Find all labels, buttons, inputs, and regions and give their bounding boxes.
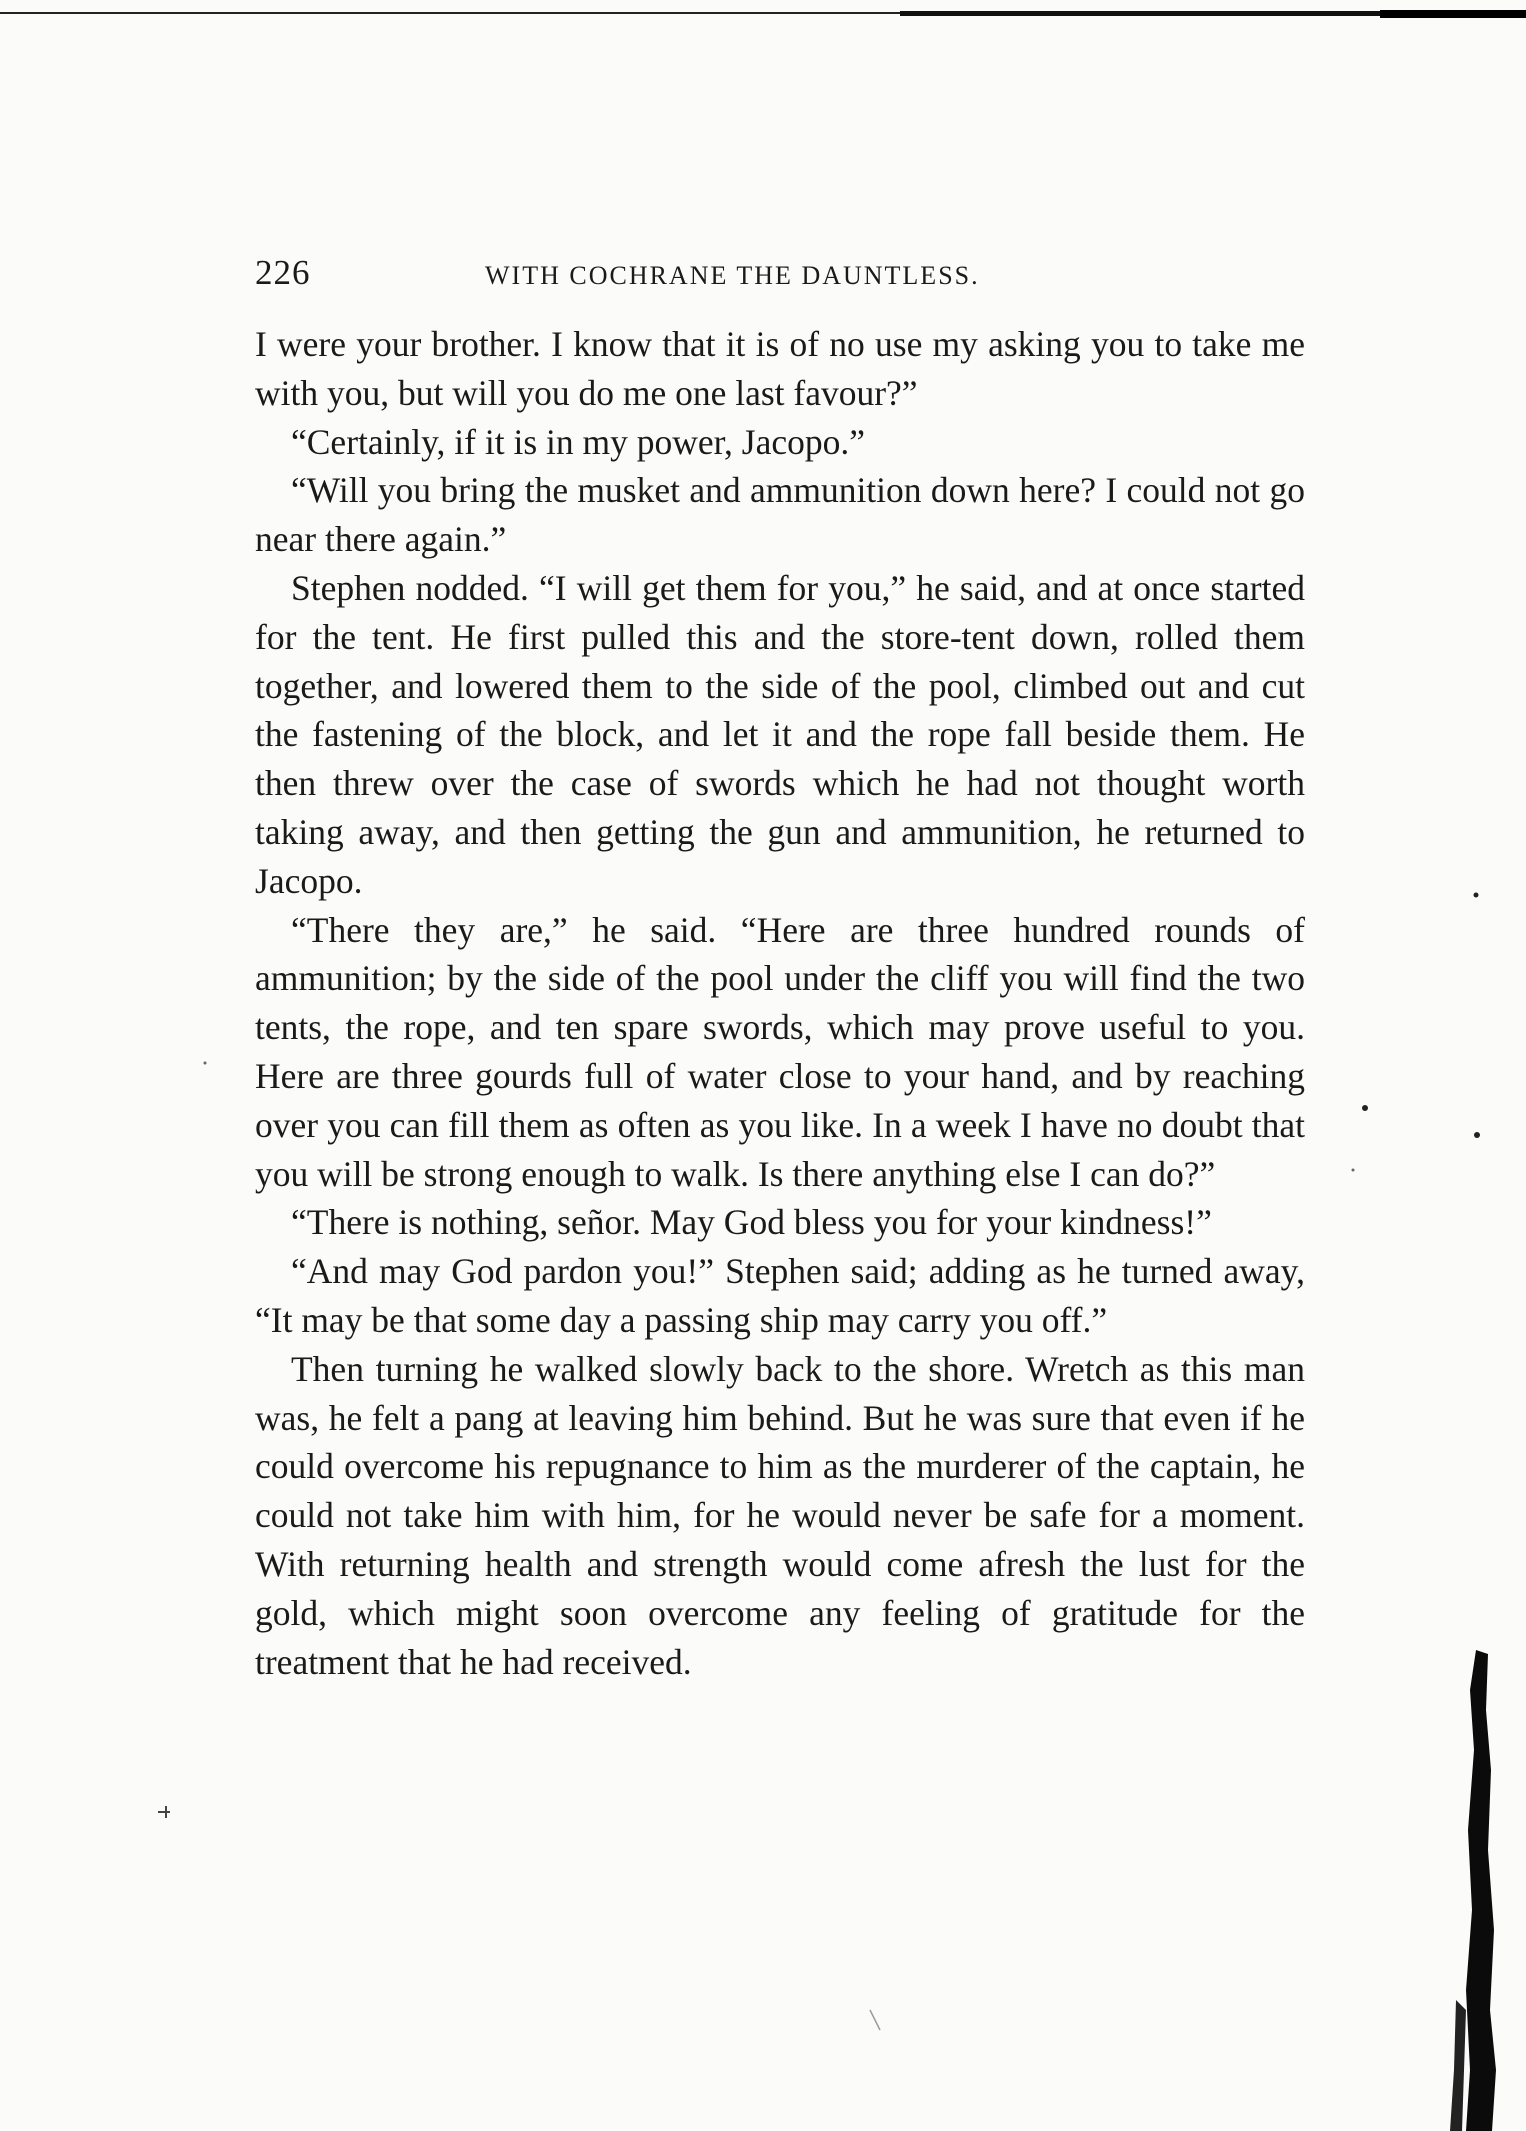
- paragraph: Then turning he walked slowly back to the shore. Wretch as this man was, he felt a pang at leaving him behind. But he was sure that even if he could overcome his repugnance to him as the murderer of the captain, he could not take him with him, for he would never be safe for a moment. With returning health and strength would come afresh the lust for the gold, which might soon overcome any feeling of gratitude for the treatment that he had received.: [255, 1348, 1305, 1682]
- binding-shadow: [1436, 1650, 1526, 2131]
- scan-top-edge: [0, 10, 1526, 18]
- running-title: WITH COCHRANE THE DAUNTLESS.: [485, 261, 980, 290]
- paragraph: “And may God pardon you!” Stephen said; adding as he turned away, “It may be that some day a passing ship may carry you off.”: [255, 1251, 1305, 1340]
- paragraph: I were your brother. I know that it is of no use my asking you to take me with you, but will you do me one last favour?”: [255, 324, 1305, 413]
- paragraph: “There they are,” he said. “Here are three hundred rounds of ammunition; by the side of the pool under the cliff you will find the two tents, the rope, and ten spare swords, which may prove useful to you. Here are three gourds full of water close to your hand, and by reaching over you can fill them as often as you like. In a week I have no doubt that you will be strong enough to walk. Is there anything else I can do?”: [255, 909, 1305, 1194]
- paragraph: “There is nothing, señor. May God bless you for your kindness!”: [291, 1202, 1212, 1243]
- running-header: [255, 253, 1325, 293]
- paragraph: “Will you bring the musket and ammunition down here? I could not go near there again.”: [255, 470, 1305, 560]
- paragraph: “Certainly, if it is in my power, Jacopo.”: [291, 421, 865, 462]
- paragraph: Stephen nodded. “I will get them for you,” he said, and at once started for the tent. He first pulled this and the store-tent down, rolled them together, and lowered them to the side of the pool, climbed out and cut the fastening of the block, and let it and the rope fall beside them. He then threw over the case of swords which he had not thought worth taking away, and then getting the gun and ammunition, he returned to Jacopo.: [255, 567, 1305, 901]
- page-number: 226: [255, 253, 311, 292]
- body-text: [255, 320, 1305, 1686]
